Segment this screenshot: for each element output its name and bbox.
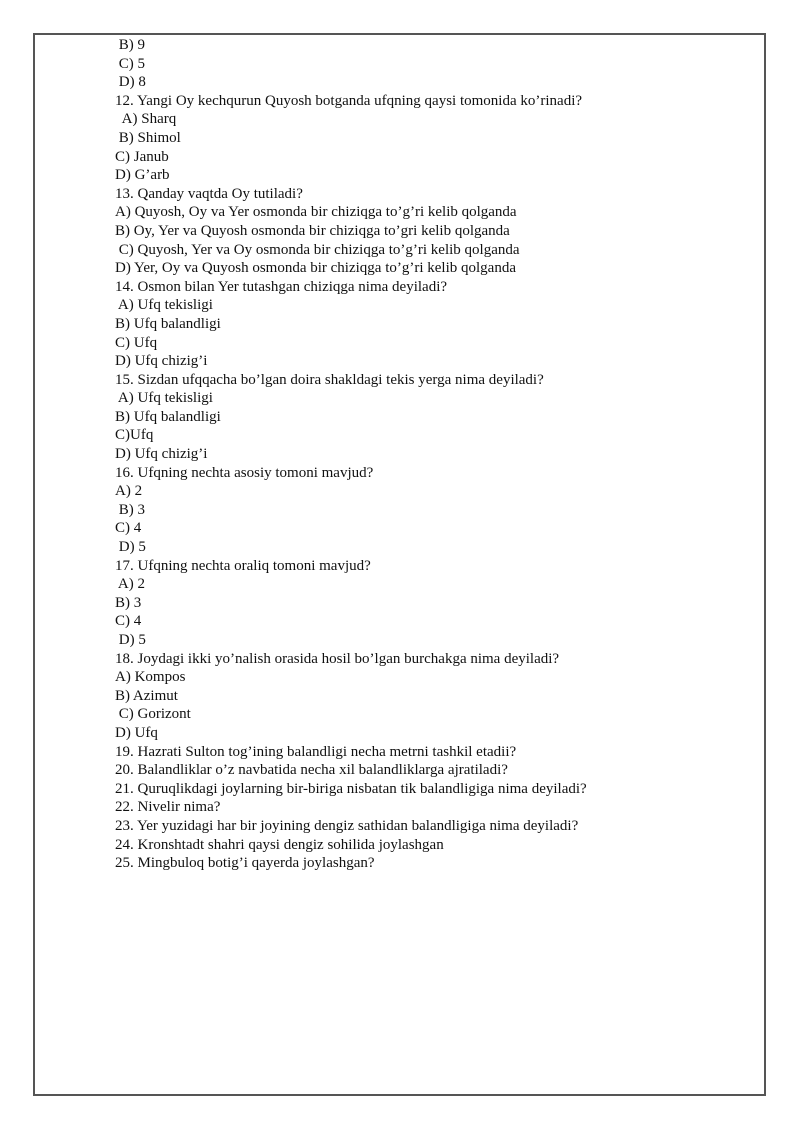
text-line: C) Quyosh, Yer va Oy osmonda bir chiziqga to’g’ri kelib qolganda bbox=[115, 241, 520, 258]
text-line: B) 3 bbox=[115, 594, 142, 611]
text-line: B) 3 bbox=[115, 501, 145, 518]
text-line: 16. Ufqning nechta asosiy tomoni mavjud? bbox=[115, 464, 374, 481]
text-line: D) Ufq bbox=[115, 724, 158, 741]
question-list bbox=[115, 36, 587, 873]
text-line: D) Ufq chizig’i bbox=[115, 446, 208, 463]
text-line: A) 2 bbox=[115, 483, 143, 500]
text-line: D) 5 bbox=[115, 539, 146, 556]
text-line: 19. Hazrati Sulton tog’ining balandligi necha metrni tashkil etadii? bbox=[115, 743, 517, 760]
text-line: D) 8 bbox=[115, 74, 146, 91]
text-line: 13. Qanday vaqtda Oy tutiladi? bbox=[115, 185, 303, 202]
text-line: 21. Quruqlikdagi joylarning bir-biriga nisbatan tik balandligiga nima deyiladi? bbox=[115, 780, 587, 797]
text-line: A) 2 bbox=[115, 576, 145, 593]
text-line: A) Ufq tekisligi bbox=[115, 390, 213, 407]
text-line: C) 5 bbox=[115, 55, 145, 72]
text-line: C) 4 bbox=[115, 613, 142, 630]
text-line: A) Kompos bbox=[115, 669, 186, 686]
text-line: B) Oy, Yer va Quyosh osmonda bir chiziqga to’gri kelib qolganda bbox=[115, 222, 510, 239]
text-line: C)Ufq bbox=[115, 427, 154, 444]
text-line: A) Quyosh, Oy va Yer osmonda bir chiziqga to’g’ri kelib qolganda bbox=[115, 204, 517, 221]
text-line: 23. Yer yuzidagi har bir joyining dengiz sathidan balandligiga nima deyiladi? bbox=[115, 817, 579, 834]
text-line: B) Ufq balandligi bbox=[115, 408, 221, 425]
text-line: 24. Kronshtadt shahri qaysi dengiz sohilida joylashgan bbox=[115, 836, 444, 853]
text-line: 17. Ufqning nechta oraliq tomoni mavjud? bbox=[115, 557, 371, 574]
text-line: B) Shimol bbox=[115, 129, 181, 146]
text-line: C) Gorizont bbox=[115, 706, 191, 723]
text-line: B) Ufq balandligi bbox=[115, 315, 221, 332]
text-line: B) 9 bbox=[115, 37, 145, 53]
text-line: 15. Sizdan ufqqacha bo’lgan doira shakldagi tekis yerga nima deyiladi? bbox=[115, 371, 544, 388]
text-line: 25. Mingbuloq botig’i qayerda joylashgan? bbox=[115, 855, 375, 872]
text-line: 12. Yangi Oy kechqurun Quyosh botganda ufqning qaysi tomonida ko’rinadi? bbox=[115, 92, 583, 109]
text-line: 14. Osmon bilan Yer tutashgan chiziqga nima deyiladi? bbox=[115, 278, 448, 295]
text-line: D) G’arb bbox=[115, 167, 170, 184]
text-line: C) Janub bbox=[115, 148, 169, 165]
text-line: D) 5 bbox=[115, 632, 146, 648]
text-line: D) Ufq chizig’i bbox=[115, 353, 208, 370]
text-line: 20. Balandliklar o’z navbatida necha xil balandliklarga ajratiladi? bbox=[115, 762, 508, 779]
text-line: 18. Joydagi ikki yo’nalish orasida hosil bo’lgan burchakga nima deyiladi? bbox=[115, 650, 560, 667]
text-line: C) 4 bbox=[115, 520, 142, 537]
text-line: A) Ufq tekisligi bbox=[115, 297, 213, 314]
text-line: A) Sharq bbox=[115, 111, 177, 128]
text-line: 22. Nivelir nima? bbox=[115, 799, 221, 816]
text-line: D) Yer, Oy va Quyosh osmonda bir chiziqga to’g’ri kelib qolganda bbox=[115, 260, 516, 277]
text-line: B) Azimut bbox=[115, 687, 178, 704]
text-line: C) Ufq bbox=[115, 334, 158, 351]
